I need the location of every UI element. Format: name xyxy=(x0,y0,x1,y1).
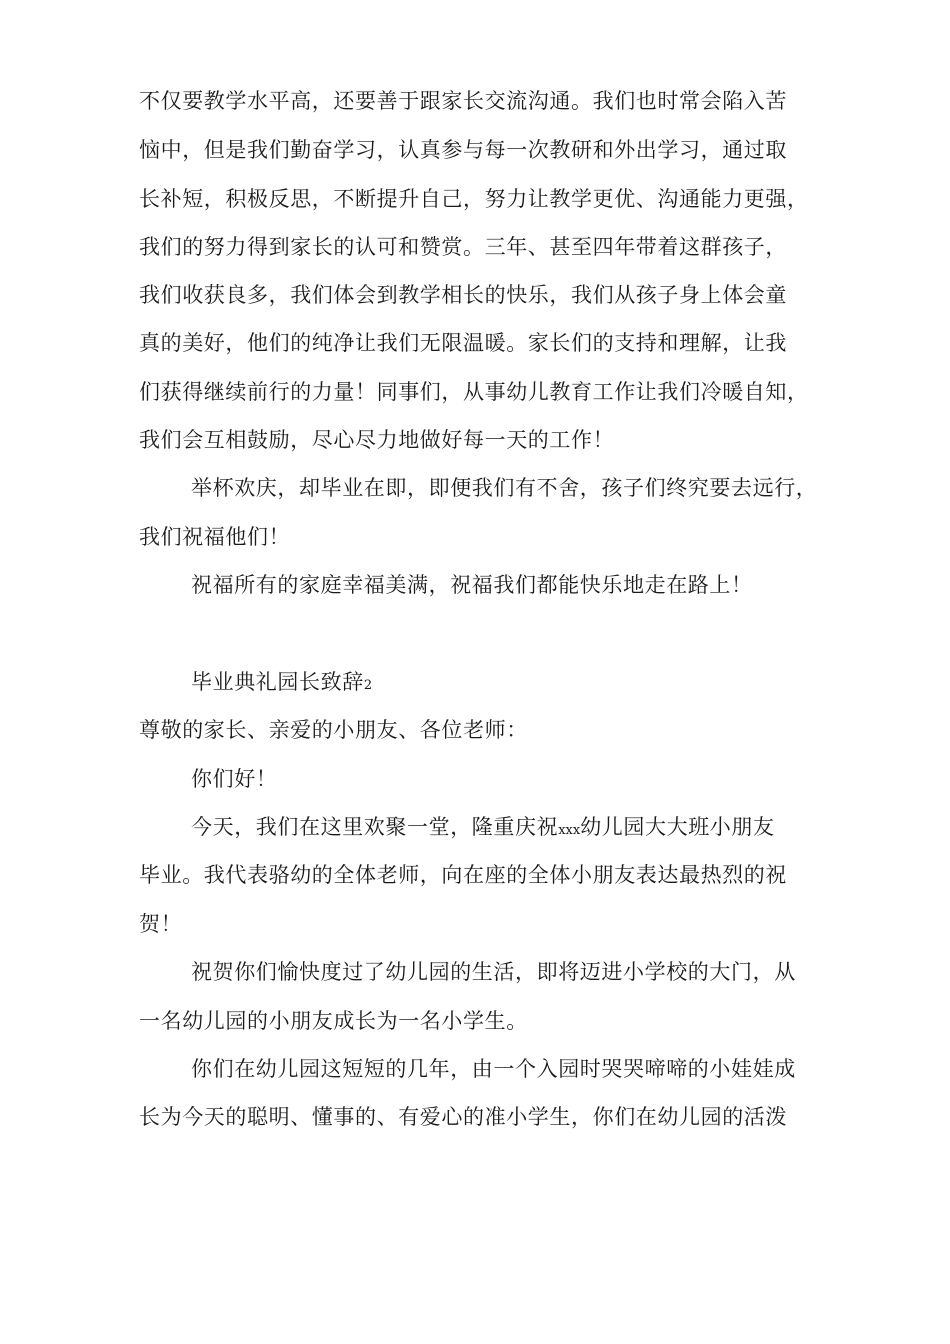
paragraph-line: 祝福所有的家庭幸福美满，祝福我们都能快乐地走在路上！ xyxy=(191,573,753,597)
paragraph-line: 我们会互相鼓励，尽心尽力地做好每一天的工作！ xyxy=(139,428,615,452)
paragraph-line: 贺！ xyxy=(139,912,183,936)
paragraph-line: 们获得继续前行的力量！同事们，从事幼儿教育工作让我们冷暖自知， xyxy=(139,380,809,404)
paragraph-line xyxy=(191,813,775,845)
paragraph-line: 我们收获良多，我们体会到教学相长的快乐，我们从孩子身上体会童 xyxy=(139,283,787,307)
salutation: 尊敬的家长、亲爱的小朋友、各位老师： xyxy=(139,718,528,742)
paragraph-line: 真的美好，他们的纯净让我们无限温暖。家长们的支持和理解，让我 xyxy=(139,331,787,355)
paragraph-line: 长补短，积极反思，不断提升自己，努力让教学更优、沟通能力更强， xyxy=(139,187,809,211)
paragraph-line: 不仅要教学水平高，还要善于跟家长交流沟通。我们也时常会陷入苦 xyxy=(139,89,787,113)
paragraph-line: 举杯欢庆，却毕业在即，即便我们有不舍，孩子们终究要去远行， xyxy=(191,476,818,500)
paragraph-line: 一名幼儿园的小朋友成长为一名小学生。 xyxy=(139,1009,528,1033)
paragraph-line: 长为今天的聪明、懂事的、有爱心的准小学生，你们在幼儿园的活泼 xyxy=(139,1105,787,1129)
section-title xyxy=(191,668,372,700)
section-title-number: 2 xyxy=(363,678,373,693)
text-span: 今天，我们在这里欢聚一堂，隆重庆祝 xyxy=(191,815,559,839)
paragraph-line: 我们的努力得到家长的认可和赞赏。三年、甚至四年带着这群孩子， xyxy=(139,235,787,259)
paragraph-line: 祝贺你们愉快度过了幼儿园的生活，即将迈进小学校的大门，从 xyxy=(191,960,796,984)
section-title-text: 毕业典礼园长致辞 xyxy=(191,670,364,694)
paragraph-line: 我们祝福他们！ xyxy=(139,525,291,549)
paragraph-line: 恼中，但是我们勤奋学习，认真参与每一次教研和外出学习，通过取 xyxy=(139,138,787,162)
paragraph-line: 毕业。我代表骆幼的全体老师，向在座的全体小朋友表达最热烈的祝 xyxy=(139,863,787,887)
greeting: 你们好！ xyxy=(191,767,278,791)
placeholder-name: xxx xyxy=(558,823,581,838)
paragraph-line: 你们在幼儿园这短短的几年，由一个入园时哭哭啼啼的小娃娃成 xyxy=(191,1057,796,1081)
text-span: 幼儿园大大班小朋友 xyxy=(580,815,775,839)
